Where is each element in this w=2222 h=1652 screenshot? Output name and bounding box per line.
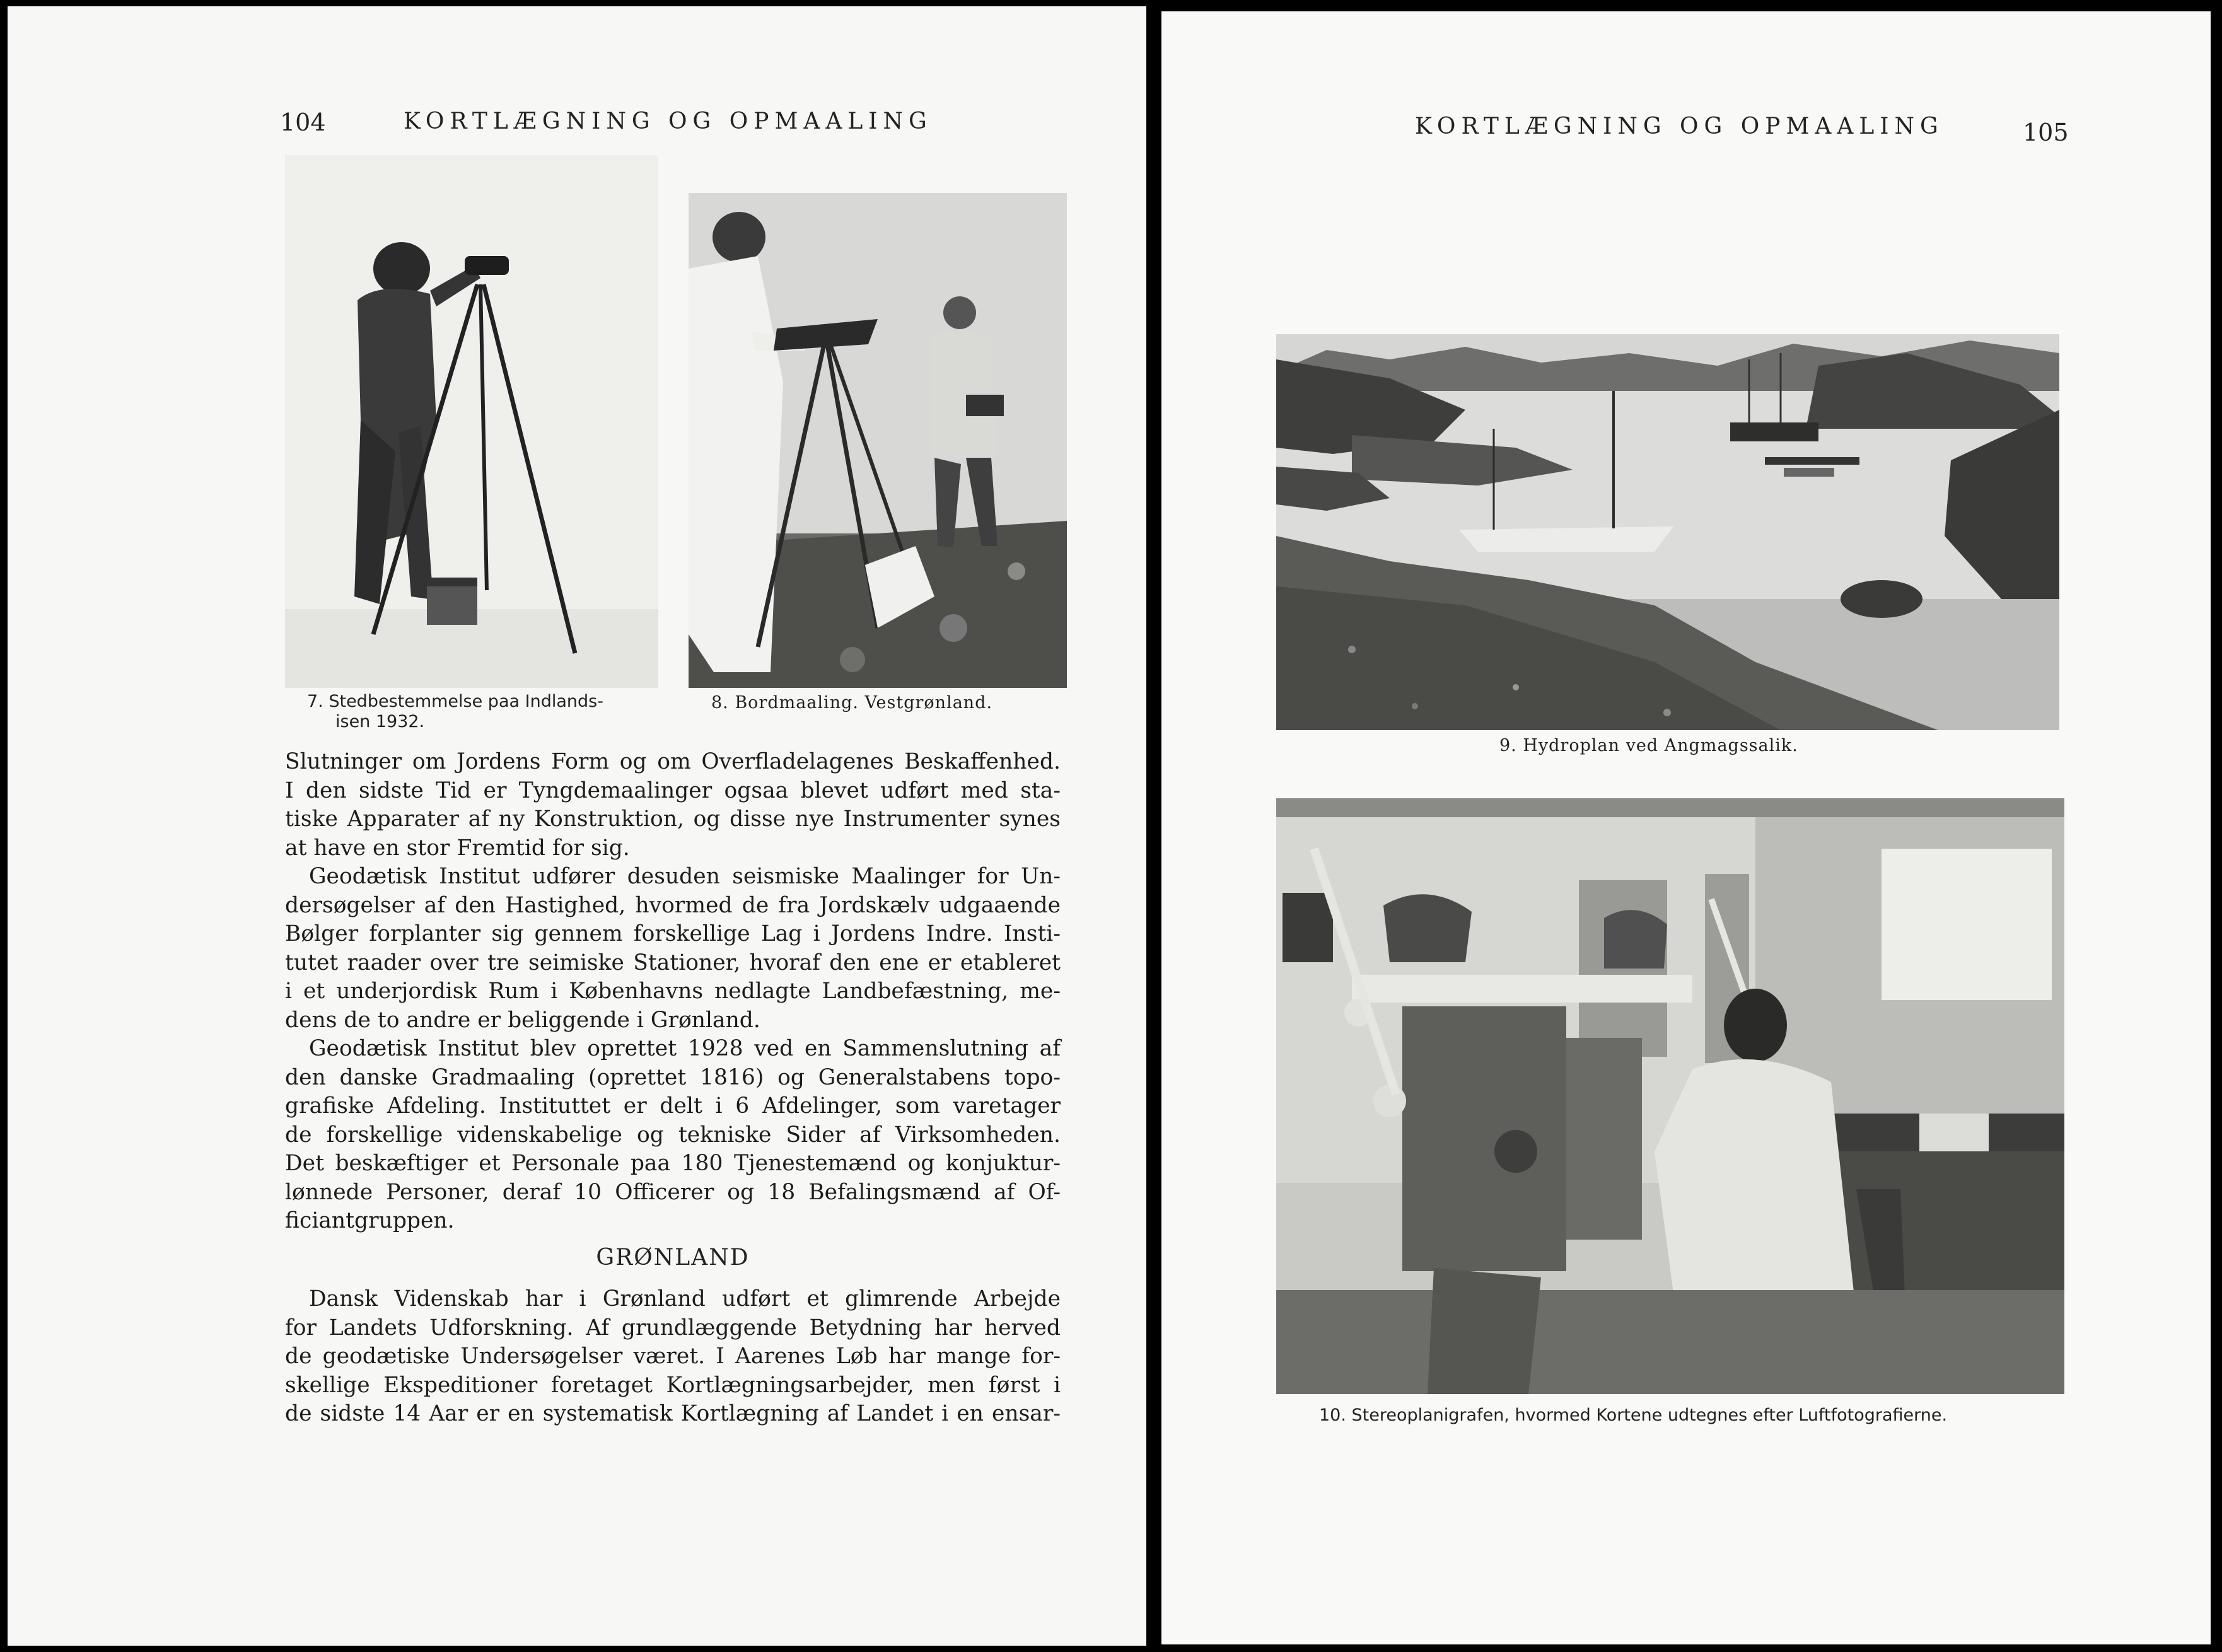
text-line: i et underjordisk Rum i Københavns nedlagte Landbefæstning, me-: [285, 979, 1061, 1004]
photo-fig9-harbor-hydroplane: [1276, 334, 2059, 730]
text-line: at have en stor Fremtid for sig.: [285, 835, 630, 861]
caption-fig10: 10. Stereoplanigrafen, hvormed Kortene udtegnes efter Luftfotografierne.: [1319, 1405, 1948, 1425]
text-line: de forskellige videnskabelige og tekniske Sider af Virksomheden.: [285, 1122, 1061, 1148]
right-page: [1161, 11, 2211, 1644]
body-paragraph-1: [285, 748, 1061, 863]
left-page: [8, 6, 1146, 1646]
text-line: Dansk Videnskab har i Grønland udført et glimrende Arbejde: [309, 1286, 1061, 1312]
text-line: Geodætisk Institut udfører desuden seismiske Maalinger for Un-: [309, 864, 1061, 889]
body-paragraph-4: [285, 1285, 1061, 1429]
caption-fig7-line1: 7. Stedbestemmelse paa Indlands-: [307, 692, 603, 711]
text-line: grafiske Afdeling. Instituttet er delt i 6 Afdelinger, som varetager: [285, 1093, 1061, 1119]
text-line: skellige Ekspeditioner foretaget Kortlægningsarbejder, men først i: [285, 1372, 1061, 1398]
text-line: de geodætiske Undersøgelser været. I Aarenes Løb har mange for-: [285, 1344, 1061, 1369]
caption-fig8: 8. Bordmaaling. Vestgrønland.: [711, 693, 993, 713]
text-line: for Landets Udforskning. Af grundlæggende Betydning har herved: [285, 1315, 1061, 1341]
caption-fig9: 9. Hydroplan ved Angmagssalik.: [1499, 736, 1798, 755]
text-line: Slutninger om Jordens Form og om Overfladelagenes Beskaffenhed.: [285, 749, 1061, 774]
text-line: den danske Gradmaaling (oprettet 1816) og Generalstabens topo-: [285, 1064, 1061, 1090]
page-number-right: 105: [2023, 119, 2069, 146]
text-line: tutet raader over tre seimiske Stationer, hvoraf den ene er etableret: [285, 950, 1061, 975]
text-line: I den sidste Tid er Tyngdemaalinger ogsaa blevet udført med sta-: [285, 777, 1061, 803]
photo-fig7-surveyor-tripod: [285, 155, 658, 688]
text-line: ficiantgruppen.: [285, 1208, 455, 1233]
text-line: Bølger forplanter sig gennem forskellige Lag i Jordens Indre. Insti-: [285, 921, 1061, 946]
text-line: lønnede Personer, deraf 10 Officerer og 18 Befalingsmænd af Of-: [285, 1179, 1061, 1205]
text-line: dersøgelser af den Hastighed, hvormed de fra Jordskælv udgaaende: [285, 892, 1061, 918]
page-number-left: 104: [280, 108, 326, 136]
text-line: dens de to andre er beliggende i Grønland.: [285, 1007, 760, 1033]
text-line: Det beskæftiger et Personale paa 180 Tjenestemænd og konjuktur-: [285, 1151, 1061, 1176]
text-line: tiske Apparater af ny Konstruktion, og disse nye Instrumenter synes: [285, 806, 1061, 832]
text-line: Geodætisk Institut blev oprettet 1928 ved en Sammenslutning af: [309, 1036, 1061, 1061]
section-heading-gronland: GRØNLAND: [596, 1245, 750, 1271]
body-paragraph-2: [285, 863, 1061, 1035]
photo-fig10-stereoplanigraph: [1276, 798, 2064, 1394]
caption-fig7-line2: isen 1932.: [335, 712, 425, 731]
text-line: de sidste 14 Aar er en systematisk Kortlægning af Landet i en ensar-: [285, 1401, 1061, 1426]
body-paragraph-3: [285, 1035, 1061, 1236]
running-head-left: KORTLÆGNING OG OPMAALING: [404, 108, 933, 134]
running-head-right: KORTLÆGNING OG OPMAALING: [1415, 113, 1944, 139]
photo-fig8-plane-table: [689, 193, 1067, 688]
